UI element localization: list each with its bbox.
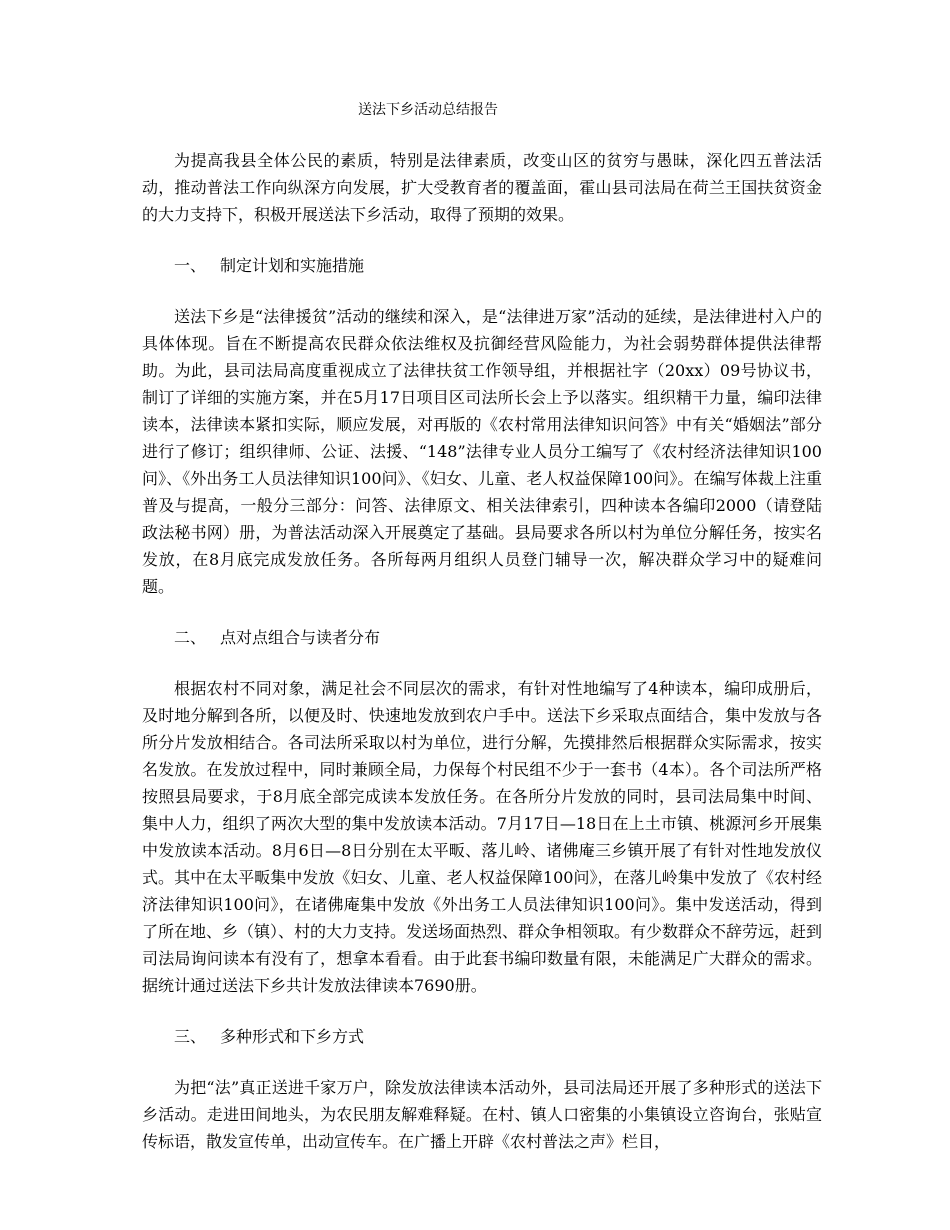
- document-body: [142, 147, 822, 1179]
- paragraph-section-1: 送法下乡是“法律援贫”活动的继续和深入，是“法律进万家”活动的延续，是法律进村入户的具体体现。旨在不断提高农民群众依法维权及抗御经营风险能力，为社会弱势群体提供法律帮助。为此，县司法局高度重视成立了法律扶贫工作领导组，并根据社字（20xx）09号协议书，制订了详细的实施方案，并在5月17日项目区司法所长会上予以落实。组织精干力量，编印法律读本，法律读本紧扣实际，顺应发展，对再版的《农村常用法律知识问答》中有关“婚姻法”部分进行了修订；组织律师、公证、法援、“148”法律专业人员分工编写了《农村经济法律知识100问》、《外出务工人员法律知识100问》、《妇女、儿童、老人权益保障100问》。在编写体裁上注重普及与提高，一般分三部分：问答、法律原文、相关法律索引，四种读本各编印2000（请登陆政法秘书网）册，为普法活动深入开展奠定了基础。县局要求各所以村为单位分解任务，按实名发放，在8月底完成发放任务。各所每两月组织人员登门辅导一次，解决群众学习中的疑难问题。: [142, 307, 822, 596]
- section-heading-text: 点对点组合与读者分布: [220, 628, 381, 647]
- section-heading-3: [142, 1023, 822, 1050]
- document-title: 送法下乡活动总结报告: [358, 102, 498, 118]
- section-heading-1: [142, 252, 822, 279]
- section-number: 一、: [174, 256, 207, 275]
- section-number: 三、: [174, 1027, 207, 1046]
- paragraph-section-2: 根据农村不同对象，满足社会不同层次的需求，有针对性地编写了4种读本，编印成册后，及时地分解到各所，以便及时、快速地发放到农户手中。送法下乡采取点面结合，集中发放与各所分片发放相结合。各司法所采取以村为单位，进行分解，先摸排然后根据群众实际需求，按实名发放。在发放过程中，同时兼顾全局，力保每个村民组不少于一套书（4本）。各个司法所严格按照县局要求，于8月底全部完成读本发放任务。在各所分片发放的同时，县司法局集中时间、集中人力，组织了两次大型的集中发放读本活动。7月17日—18日在上土市镇、桃源河乡开展集中发放读本活动。8月6日—8日分别在太平畈、落儿岭、诸佛庵三乡镇开展了有针对性地发放仪式。其中在太平畈集中发放《妇女、儿童、老人权益保障100问》，在落儿岭集中发放了《农村经济法律知识100问》，在诸佛庵集中发放《外出务工人员法律知识100问》。集中发送活动，得到了所在地、乡（镇）、村的大力支持。发送场面热烈、群众争相领取。有少数群众不辞劳远，赶到司法局询问读本有没有了，想拿本看看。由于此套书编印数量有限，未能满足广大群众的需求。据统计通过送法下乡共计发放法律读本7690册。: [142, 679, 823, 995]
- paragraph-section-3: 为把“法”真正送进千家万户，除发放法律读本活动外，县司法局还开展了多种形式的送法下乡活动。走进田间地头，为农民朋友解难释疑。在村、镇人口密集的小集镇设立咨询台，张贴宣传标语，散发宣传单，出动宣传车。在广播上开辟《农村普法之声》栏目，: [142, 1078, 822, 1151]
- section-heading-text: 多种形式和下乡方式: [220, 1027, 365, 1046]
- paragraph-intro: 为提高我县全体公民的素质，特别是法律素质，改变山区的贫穷与愚昧，深化四五普法活动，推动普法工作向纵深方向发展，扩大受教育者的覆盖面，霍山县司法局在荷兰王国扶贫资金的大力支持下，积极开展送法下乡活动，取得了预期的效果。: [142, 151, 822, 224]
- section-heading-text: 制定计划和实施措施: [220, 256, 365, 275]
- section-number: 二、: [174, 628, 207, 647]
- section-heading-2: [142, 624, 822, 651]
